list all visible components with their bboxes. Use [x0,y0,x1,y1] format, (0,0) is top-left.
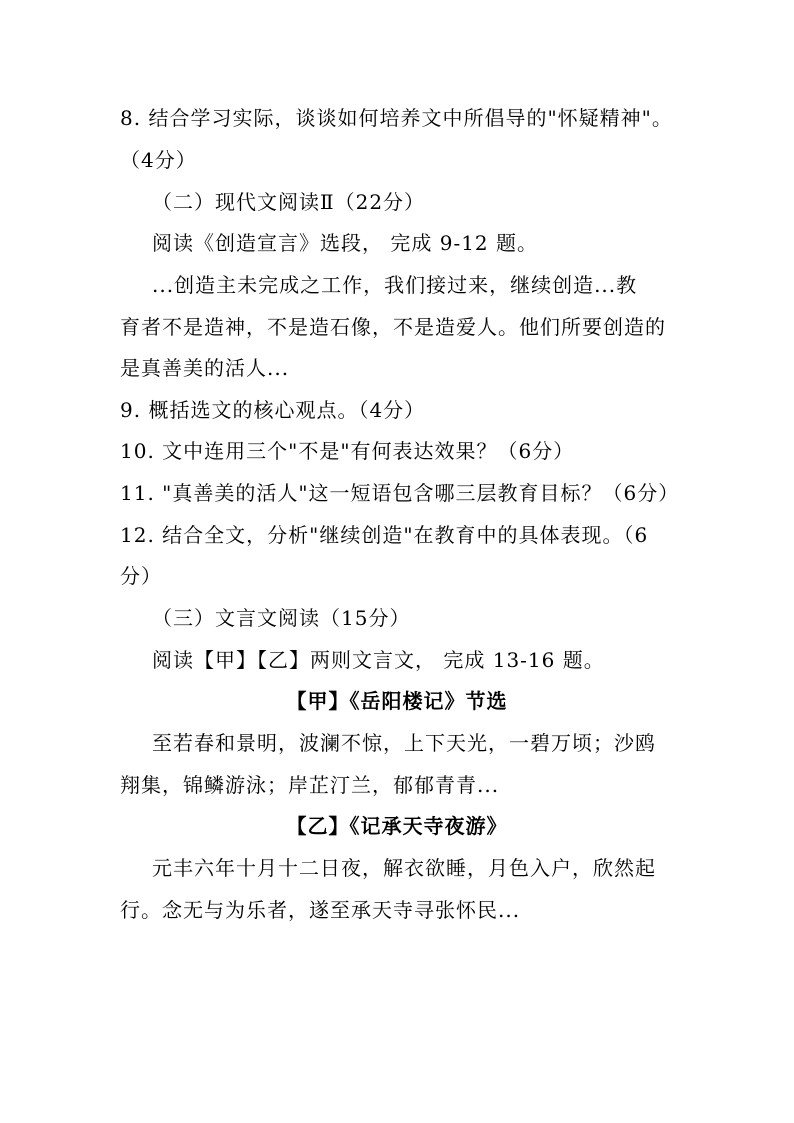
passage-line: ...创造主未完成之工作，我们接过来，继续创造...教 [152,273,638,297]
question-8-line-2: （4分） [120,148,197,172]
section-3-instruction: 阅读【甲】【乙】两则文言文， 完成 13-16 题。 [152,648,605,672]
section-2-heading: （二）现代文阅读Ⅱ（22分） [152,190,426,214]
section-3-heading: （三）文言文阅读（15分） [152,606,411,630]
question-11: 11. "真善美的活人"这一短语包含哪三层教育目标？（6分） [120,481,680,505]
text-a-title: 【甲】《岳阳楼记》节选 [286,689,508,713]
text-a-line: 至若春和景明，波澜不惊，上下天光，一碧万顷；沙鸥 [152,731,656,755]
text-b-line: 行。念无与为乐者，遂至承天寺寻张怀民... [120,898,521,922]
question-10: 10. 文中连用三个"不是"有何表达效果？（6分） [120,439,575,463]
text-a-line: 翔集，锦鳞游泳；岸芷汀兰，郁郁青青... [120,773,500,797]
text-b-title: 【乙】《记承天寺夜游》 [286,814,508,838]
text-b-line: 元丰六年十月十二日夜，解衣欲睡，月色入户，欣然起 [152,856,656,880]
question-9: 9. 概括选文的核心观点。（4分） [120,398,426,422]
passage-line: 是真善美的活人... [120,356,290,380]
section-2-instruction: 阅读《创造宣言》选段， 完成 9-12 题。 [152,231,539,255]
question-8-line-1: 8. 结合学习实际，谈谈如何培养文中所倡导的"怀疑精神"。 [120,106,673,130]
question-12-line-1: 12. 结合全文，分析"继续创造"在教育中的具体表现。（6 [120,523,649,547]
question-12-line-2: 分） [120,564,162,588]
passage-line: 育者不是造神，不是造石像，不是造爱人。他们所要创造的 [120,315,666,339]
